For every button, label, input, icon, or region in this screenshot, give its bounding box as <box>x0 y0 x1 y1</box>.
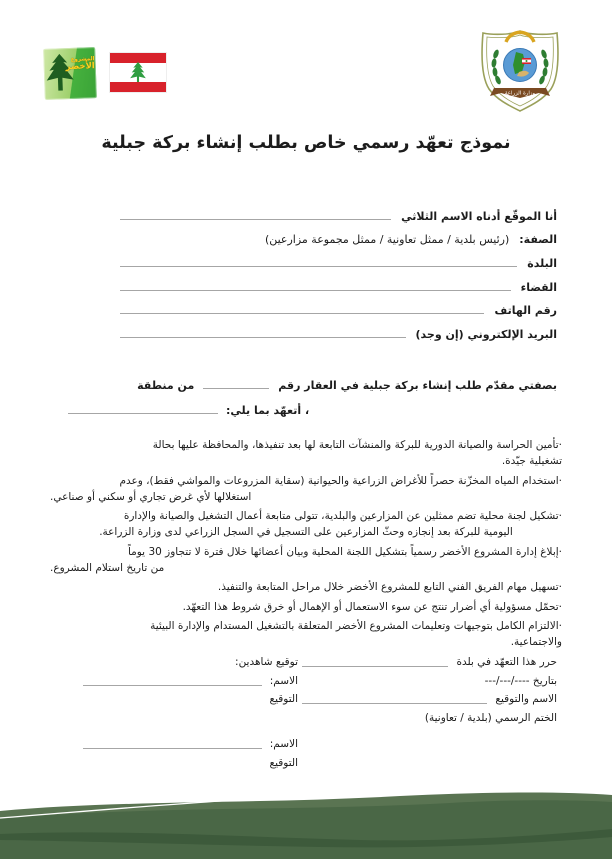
intro-line-1 <box>52 368 557 392</box>
field-label: البلدة <box>527 257 557 271</box>
pledge-item-6 <box>50 599 562 615</box>
field-options: (رئيس بلدية / ممثل تعاونية / ممثل مجموعة مزارعين) <box>264 233 510 247</box>
blank-line <box>203 388 269 389</box>
pledge-line: ·الالتزام الكامل بتوجيهات وتعليمات المشروع الأخضر المتعلقة بالتشغيل المستدام والإدارة البيئية <box>150 620 562 632</box>
pledge-line: ·تسهيل مهام الفريق الفني التابع للمشروع الأخضر خلال مراحل المتابعة والتنفيذ. <box>217 581 562 593</box>
name-signature-row <box>302 690 557 709</box>
witness-signature-label: التوقيع <box>269 756 298 769</box>
blank-line <box>68 413 218 414</box>
field-email <box>120 322 557 346</box>
pledge-line: اليومية للبركة بعد إنجازه وحثّ المزارعين على التسجيل في السجل الزراعي لدى وزارة الزراعة. <box>99 526 513 538</box>
pledge-item-3 <box>50 508 562 540</box>
intro-region-label: من منطقة <box>137 379 195 392</box>
signature-line <box>302 703 487 704</box>
field-label: رقم الهاتف <box>494 304 557 318</box>
form-fields <box>120 204 557 346</box>
witness1-signature-row <box>83 690 298 709</box>
footer-wave-decoration <box>0 788 612 859</box>
blank-line <box>83 685 262 686</box>
pledge-line: استغلالها لأي غرض تجاري أو سكني أو صناعي. <box>50 490 252 503</box>
field-full-name <box>120 204 557 228</box>
blank-line <box>120 337 406 338</box>
witness-name-label: الاسم: <box>269 674 298 687</box>
field-label: أنا الموقّع أدناه الاسم الثلاثي <box>401 209 557 223</box>
witnesses-title-row <box>83 652 298 671</box>
blank-line <box>120 266 517 267</box>
official-stamp-row <box>302 708 557 727</box>
pledge-item-2 <box>50 473 562 505</box>
field-phone <box>120 299 557 323</box>
witness-gap <box>83 708 298 734</box>
emblem-mini-flag <box>522 58 531 64</box>
witness2-name-row <box>83 734 298 753</box>
lebanon-flag-icon <box>110 53 166 92</box>
blank-line <box>302 666 448 667</box>
pledge-line: والاجتماعية. <box>510 636 562 648</box>
intro-pledge-lead: ، أتعهّد بما يلي: <box>226 404 310 417</box>
intro-line-2 <box>68 393 557 417</box>
witness2-signature-row <box>83 753 298 772</box>
declaration-block <box>302 652 557 727</box>
blank-line <box>83 748 262 749</box>
field-role <box>120 228 557 252</box>
intro-paragraph <box>52 368 557 417</box>
pledge-line: ·تحمّل مسؤولية أي أضرار تنتج عن سوء الاستعمال أو الإهمال أو خرق شروط هذا التعهّد. <box>182 600 562 613</box>
witness1-name-row <box>83 671 298 690</box>
pledge-line: ·تشكيل لجنة محلية تضم ممثلين عن المزارعين والبلدية، تتولى متابعة أعمال التشغيل والصيانة والإدارة <box>123 510 562 522</box>
page-title: نموذج تعهّد رسمي خاص بطلب إنشاء بركة جبلية <box>101 133 511 153</box>
witness-signature-label: التوقيع <box>269 693 298 706</box>
blank-line <box>120 219 391 220</box>
ministry-of-agriculture-emblem <box>470 26 570 116</box>
pledge-line: ·إبلاغ إدارة المشروع الأخضر رسمياً بتشكيل اللجنة المحلية وبيان أعضائها خلال فترة لا تتجاوز 30 يوماً <box>127 545 562 558</box>
green-plan-logo <box>43 47 97 100</box>
witnesses-block <box>83 652 298 772</box>
made-in-town-label: حرر هذا التعهّد في بلدة <box>456 655 557 668</box>
date-row <box>302 671 557 690</box>
name-signature-label: الاسم والتوقيع <box>495 693 557 706</box>
pledge-line: ·استخدام المياه المخزّنة حصراً للأغراض الزراعية والحيوانية (سقاية المزروعات والمواشي فقط)، وعدم <box>119 474 562 487</box>
field-label: القضاء <box>520 280 557 294</box>
emblem-ribbon-text: وزارة الزراعة <box>504 90 536 97</box>
pledge-line: من تاريخ استلام المشروع. <box>50 561 165 574</box>
made-in-town-row <box>302 652 557 671</box>
witness-name-label: الاسم: <box>269 738 298 751</box>
witnesses-title: توقيع شاهدين: <box>235 655 298 668</box>
blank-line <box>120 290 511 291</box>
pledges-list <box>50 437 562 654</box>
pledge-line: تشغيلية جيّدة. <box>501 455 562 467</box>
field-district <box>120 275 557 299</box>
blank-line <box>120 313 484 314</box>
pledge-item-7 <box>50 618 562 650</box>
pledge-item-4 <box>50 544 562 576</box>
intro-clause: بصفتي مقدّم طلب إنشاء بركة جبلية في العقار رقم <box>278 379 557 392</box>
pledge-item-5 <box>50 579 562 595</box>
flag-cedar-icon <box>127 61 149 84</box>
pledge-item-1 <box>50 437 562 469</box>
field-label: البريد الإلكتروني (إن وجد) <box>415 328 557 342</box>
field-town <box>120 251 557 275</box>
field-label: الصفة: <box>519 233 557 247</box>
pledge-line: ·تأمين الحراسة والصيانة الدورية للبركة والمنشآت التابعة لها بعد تنفيذها، والمحافظة عليها بحالة <box>152 439 562 451</box>
date-label: بتاريخ ----/---/--- <box>484 674 557 687</box>
official-stamp-label: الختم الرسمي (بلدية / تعاونية) <box>424 712 557 725</box>
green-plan-logo-text: المشروع الأخضر <box>65 56 95 73</box>
